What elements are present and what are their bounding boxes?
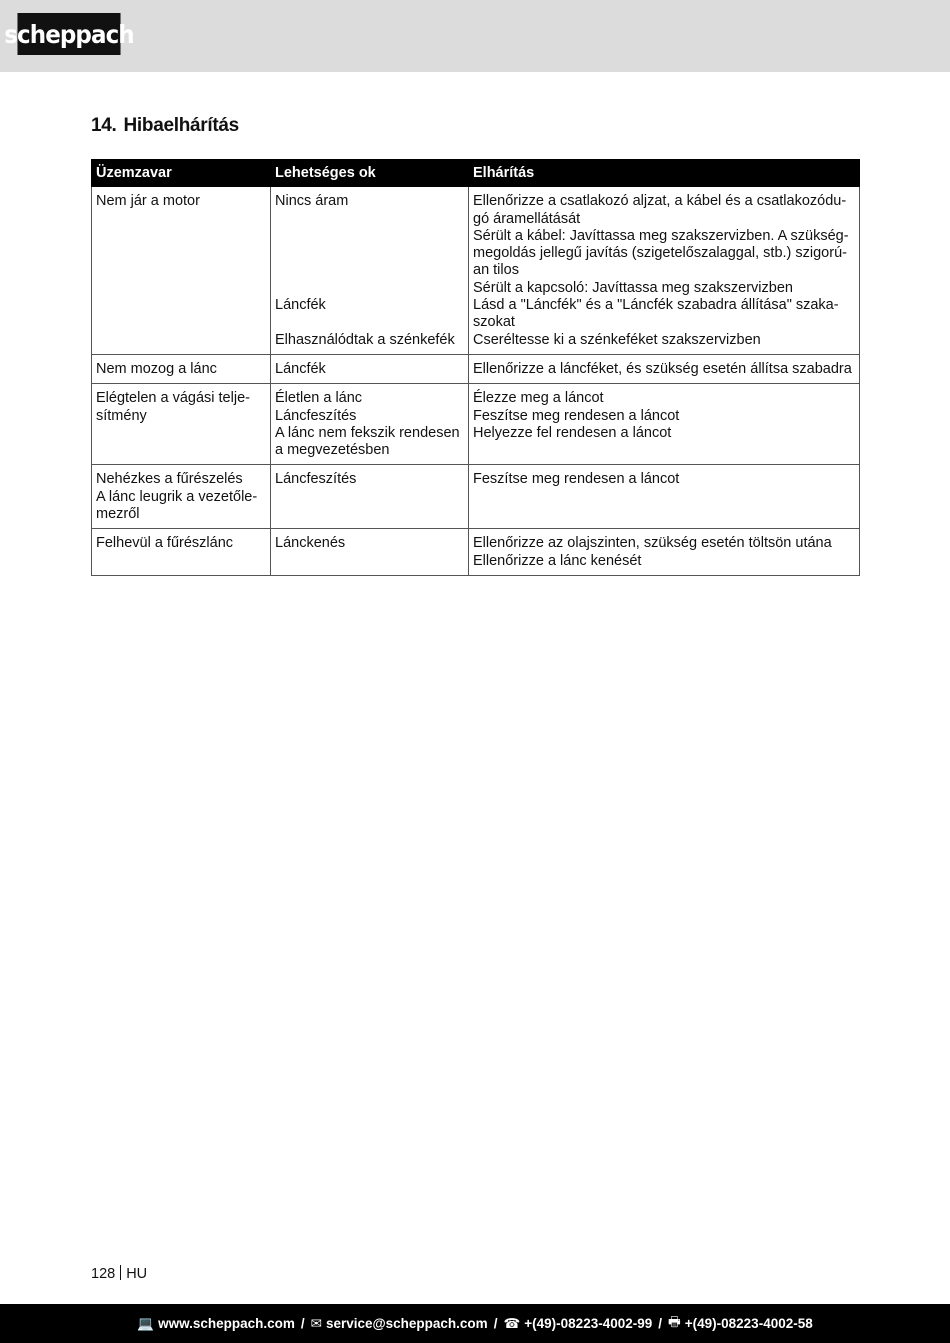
cause-cell bbox=[271, 529, 469, 576]
cell-spacer bbox=[275, 228, 464, 245]
cell-line: A lánc leugrik a vezetőle- bbox=[96, 488, 258, 505]
page-number bbox=[91, 1265, 147, 1282]
footer-fax: +(49)-08223-4002-58 bbox=[684, 1316, 813, 1331]
cell-line: Nem mozog a lánc bbox=[96, 360, 217, 377]
header-bar bbox=[0, 0, 950, 72]
footer-separator: / bbox=[493, 1316, 498, 1331]
table-row bbox=[92, 354, 860, 383]
fax-icon: 🖶 bbox=[668, 1314, 681, 1329]
troubleshooting-table bbox=[91, 159, 860, 576]
envelope-icon: ✉ bbox=[310, 1315, 322, 1331]
cause-cell bbox=[271, 187, 469, 355]
remedy-cell bbox=[469, 465, 860, 529]
language-code: HU bbox=[126, 1266, 148, 1282]
cell-line: Élezze meg a láncot bbox=[473, 390, 604, 407]
cell-line: Cseréltesse ki a szénkeféket szakszervizben bbox=[473, 331, 761, 348]
page-number-value: 128 bbox=[91, 1266, 116, 1282]
footer-contact-bar bbox=[0, 1304, 950, 1343]
cell-spacer bbox=[275, 245, 464, 262]
cell-spacer bbox=[275, 211, 464, 228]
cause-cell bbox=[271, 354, 469, 383]
phone-icon: ☎ bbox=[503, 1315, 521, 1331]
cell-line: Feszítse meg rendesen a láncot bbox=[473, 471, 680, 488]
header-cause: Lehetséges ok bbox=[271, 160, 469, 187]
fault-cell bbox=[92, 529, 271, 576]
cell-line: Lásd a "Láncfék" és a "Láncfék szabadra állítása" szaka- bbox=[473, 297, 839, 314]
footer-website[interactable]: www.scheppach.com bbox=[158, 1316, 295, 1331]
cell-line: Sérült a kapcsoló: Javíttassa meg szakszervizben bbox=[473, 279, 793, 296]
table-row bbox=[92, 384, 860, 465]
cell-line: Életlen a lánc bbox=[275, 390, 363, 407]
footer-separator: / bbox=[658, 1316, 663, 1331]
cell-line: Láncfeszítés bbox=[275, 407, 357, 424]
table-row bbox=[92, 187, 860, 355]
remedy-cell bbox=[469, 529, 860, 576]
cell-line: szokat bbox=[473, 314, 515, 331]
footer-email[interactable]: service@scheppach.com bbox=[325, 1316, 488, 1331]
fault-cell bbox=[92, 465, 271, 529]
cell-line: Helyezze fel rendesen a láncot bbox=[473, 424, 672, 441]
header-fault: Üzemzavar bbox=[92, 160, 271, 187]
cell-line: Ellenőrizze a csatlakozó aljzat, a kábel és a csatlakozódu- bbox=[473, 193, 847, 210]
cell-line: Ellenőrizze az olajszinten, szükség esetén töltsön utána bbox=[473, 535, 832, 552]
section-title-text: Hibaelhárítás bbox=[123, 115, 239, 136]
cell-line: Ellenőrizze a láncféket, és szükség esetén állítsa szabadra bbox=[473, 360, 852, 377]
remedy-cell bbox=[469, 384, 860, 465]
section-title bbox=[91, 115, 239, 137]
remedy-cell bbox=[469, 187, 860, 355]
cell-line: Láncfék bbox=[275, 297, 326, 314]
table-header-row bbox=[92, 160, 860, 187]
cell-line: megoldás jellegű javítás (szigetelőszalaggal, stb.) szigorú- bbox=[473, 245, 847, 262]
cell-line: A lánc nem fekszik rendesen bbox=[275, 424, 460, 441]
cell-spacer bbox=[275, 314, 464, 331]
remedy-cell bbox=[469, 354, 860, 383]
cell-spacer bbox=[275, 280, 464, 297]
cell-spacer bbox=[275, 262, 464, 279]
cell-line: Elhasználódtak a szénkefék bbox=[275, 331, 455, 348]
scheppach-logo: scheppach bbox=[17, 13, 120, 55]
page-number-divider bbox=[120, 1265, 121, 1280]
section-number: 14. bbox=[91, 115, 117, 136]
cell-line: Sérült a kábel: Javíttassa meg szakszervizben. A szükség- bbox=[473, 227, 849, 244]
cell-line: Láncfék bbox=[275, 360, 326, 377]
cell-line: Lánckenés bbox=[275, 535, 346, 552]
cell-line: Feszítse meg rendesen a láncot bbox=[473, 407, 680, 424]
fault-cell bbox=[92, 187, 271, 355]
footer-phone: +(49)-08223-4002-99 bbox=[524, 1316, 653, 1331]
cell-line: Nehézkes a fűrészelés bbox=[96, 471, 243, 488]
cell-line: mezről bbox=[96, 506, 140, 523]
cell-line: sítmény bbox=[96, 407, 147, 424]
cause-cell bbox=[271, 465, 469, 529]
cause-cell bbox=[271, 384, 469, 465]
cell-line: gó áramellátását bbox=[473, 210, 581, 227]
footer-separator: / bbox=[300, 1316, 305, 1331]
cell-line: Láncfeszítés bbox=[275, 471, 357, 488]
cell-line: Felhevül a fűrészlánc bbox=[96, 535, 234, 552]
fault-cell bbox=[92, 384, 271, 465]
table-row bbox=[92, 529, 860, 576]
table-row bbox=[92, 465, 860, 529]
header-remedy: Elhárítás bbox=[469, 160, 860, 187]
cell-line: an tilos bbox=[473, 262, 519, 279]
cell-line: Ellenőrizze a lánc kenését bbox=[473, 552, 642, 569]
fault-cell bbox=[92, 354, 271, 383]
cell-line: Nincs áram bbox=[275, 193, 349, 210]
cell-line: a megvezetésben bbox=[275, 442, 390, 459]
computer-icon: 💻 bbox=[137, 1315, 155, 1331]
cell-line: Nem jár a motor bbox=[96, 193, 200, 210]
cell-line: Elégtelen a vágási telje- bbox=[96, 390, 250, 407]
